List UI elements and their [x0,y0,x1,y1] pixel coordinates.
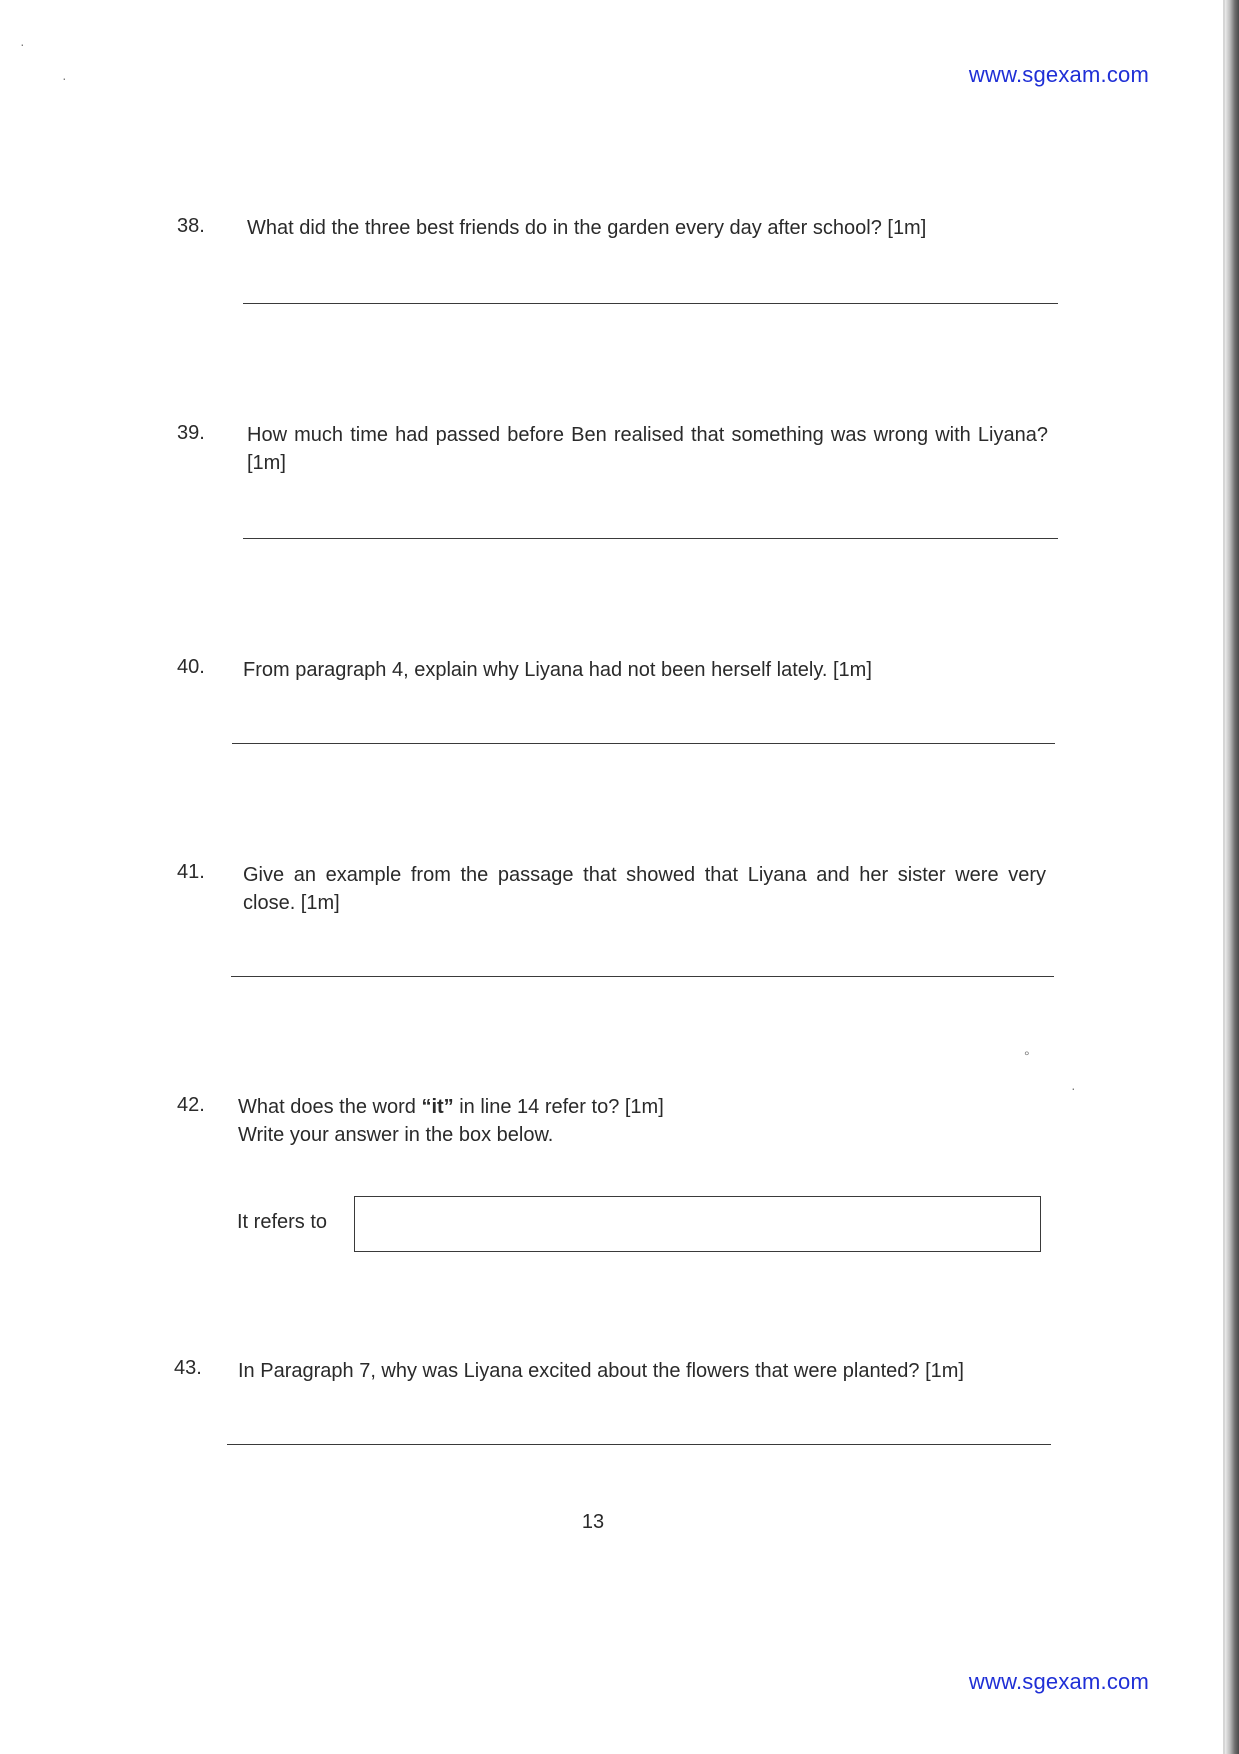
question-keyword: “it” [421,1096,454,1118]
answer-box-label: It refers to [237,1211,328,1233]
answer-line[interactable] [227,1444,1051,1445]
question-number: 41. [177,861,205,883]
question-text-before: What does the word [238,1096,422,1118]
question-number: 39. [177,422,205,444]
answer-box[interactable] [354,1196,1041,1252]
scan-speck: · [20,36,25,52]
answer-line[interactable] [243,303,1058,304]
page-edge-shadow [1225,0,1239,1754]
question-text: From paragraph 4, explain why Liyana had not been herself lately. [1m] [243,659,872,681]
question-instruction: Write your answer in the box below. [238,1124,554,1146]
answer-line[interactable] [243,538,1058,539]
header-site-link[interactable]: www.sgexam.com [968,62,1149,87]
page-number: 13 [581,1511,605,1533]
question-text: In Paragraph 7, why was Liyana excited about the flowers that were planted? [1m] [238,1360,964,1382]
answer-line[interactable] [231,976,1054,977]
question-number: 38. [177,215,205,237]
question-number: 43. [174,1357,202,1379]
question-text: Give an example from the passage that showed that Liyana and her sister were very close. [1m] [243,864,1046,914]
question-text [238,1093,664,1121]
answer-line[interactable] [232,743,1055,744]
question-number: 42. [177,1094,205,1116]
footer-site-link[interactable]: www.sgexam.com [968,1669,1149,1694]
scan-speck: · [62,70,67,86]
scan-speck: · [1071,1080,1076,1096]
question-number: 40. [177,656,205,678]
question-text: How much time had passed before Ben realised that something was wrong with Liyana? [1m] [247,424,1048,474]
question-text: What did the three best friends do in the garden every day after school? [1m] [247,217,927,239]
question-text-after: in line 14 refer to? [1m] [453,1096,664,1118]
scan-speck: ° [1024,1048,1030,1064]
